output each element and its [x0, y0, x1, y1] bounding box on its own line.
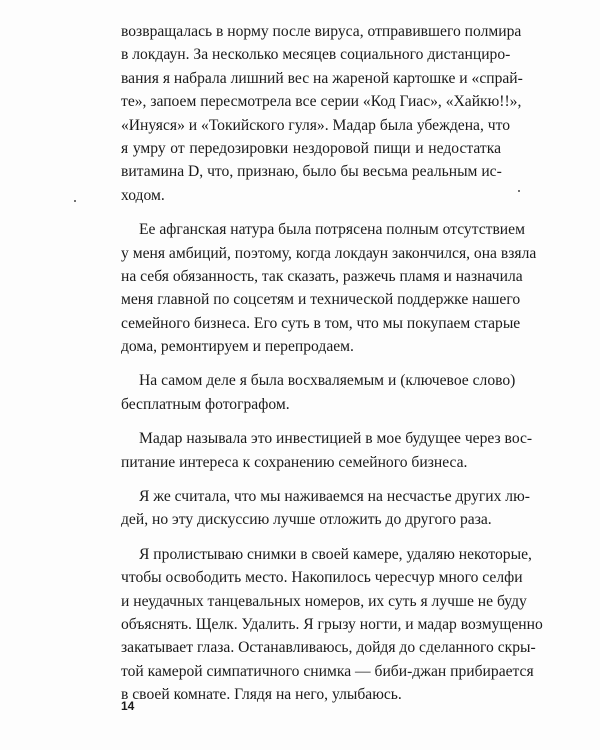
text-line: в своей комнате. Глядя на него, улыбаюсь. [121, 686, 402, 704]
page-number: 14 [121, 699, 135, 713]
text-line: дома, ремонтируем и перепродаем. [121, 338, 354, 356]
text-line: Я же считала, что мы наживаемся на несчастье других лю- [139, 488, 530, 506]
text-line: питание интереса к сохранению семейного бизнеса. [121, 453, 468, 471]
text-line: на себя обязанность, так сказать, разжечь пламя и назначила [121, 267, 523, 285]
text-line: дей, но эту дискуссию лучше отложить до другого раза. [121, 511, 492, 529]
text-line: объяснять. Щелк. Удалить. Я грызу ногти, и мадар возмущенно [121, 615, 543, 633]
text-line: той камерой симпатичного снимка — биби-джан прибирается [121, 662, 534, 680]
text-line: у меня амбиций, поэтому, когда локдаун закончился, она взяла [121, 244, 537, 262]
text-line: закатывает глаза. Останавливаюсь, дойдя до сделанного скры- [121, 639, 536, 657]
paragraph [121, 543, 543, 707]
text-line: чтобы освободить место. Накопилось чересчур много селфи [121, 569, 523, 587]
scan-speck [74, 200, 76, 202]
scan-speck [518, 190, 520, 192]
text-line: бесплатным фотографом. [121, 395, 290, 413]
paragraph [121, 485, 530, 532]
paragraph [121, 20, 523, 207]
text-line: Мадар называла это инвестицией в мое будущее через вос- [139, 430, 533, 448]
text-line: меня главной по соцсетям и технической поддержке нашего [121, 291, 521, 309]
body-text [121, 20, 543, 707]
text-line: витамина D, что, признаю, было бы весьма реальным ис- [121, 163, 502, 181]
text-line: те», запоем пересмотрела все серии «Код Гиас», «Хайкю!!», [121, 93, 522, 111]
text-line: Ее афганская натура была потрясена полным отсутствием [139, 221, 525, 239]
text-line: я умру от передозировки нездоровой пищи и недостатка [121, 139, 501, 157]
text-line: «Инуяся» и «Токийского гуля». Мадар была убеждена, что [121, 116, 511, 134]
paragraph [121, 218, 537, 358]
text-line: ходом. [121, 186, 165, 204]
text-line: в локдаун. За несколько месяцев социального дистанциро- [121, 46, 511, 64]
paragraph [121, 369, 516, 416]
text-line: возвращалась в норму после вируса, отправившего полмира [121, 23, 522, 40]
text-line: На самом деле я была восхваляемым и (ключевое слово) [139, 372, 516, 390]
text-line: вания я набрала лишний вес на жареной картошке и «спрай- [121, 69, 523, 87]
text-line: и неудачных танцевальных номеров, их суть я лучше не буду [121, 592, 527, 610]
text-line: семейного бизнеса. Его суть в том, что мы покупаем старые [121, 314, 521, 332]
paragraph [121, 427, 533, 474]
text-line: Я пролистываю снимки в своей камере, удаляю некоторые, [139, 545, 532, 563]
